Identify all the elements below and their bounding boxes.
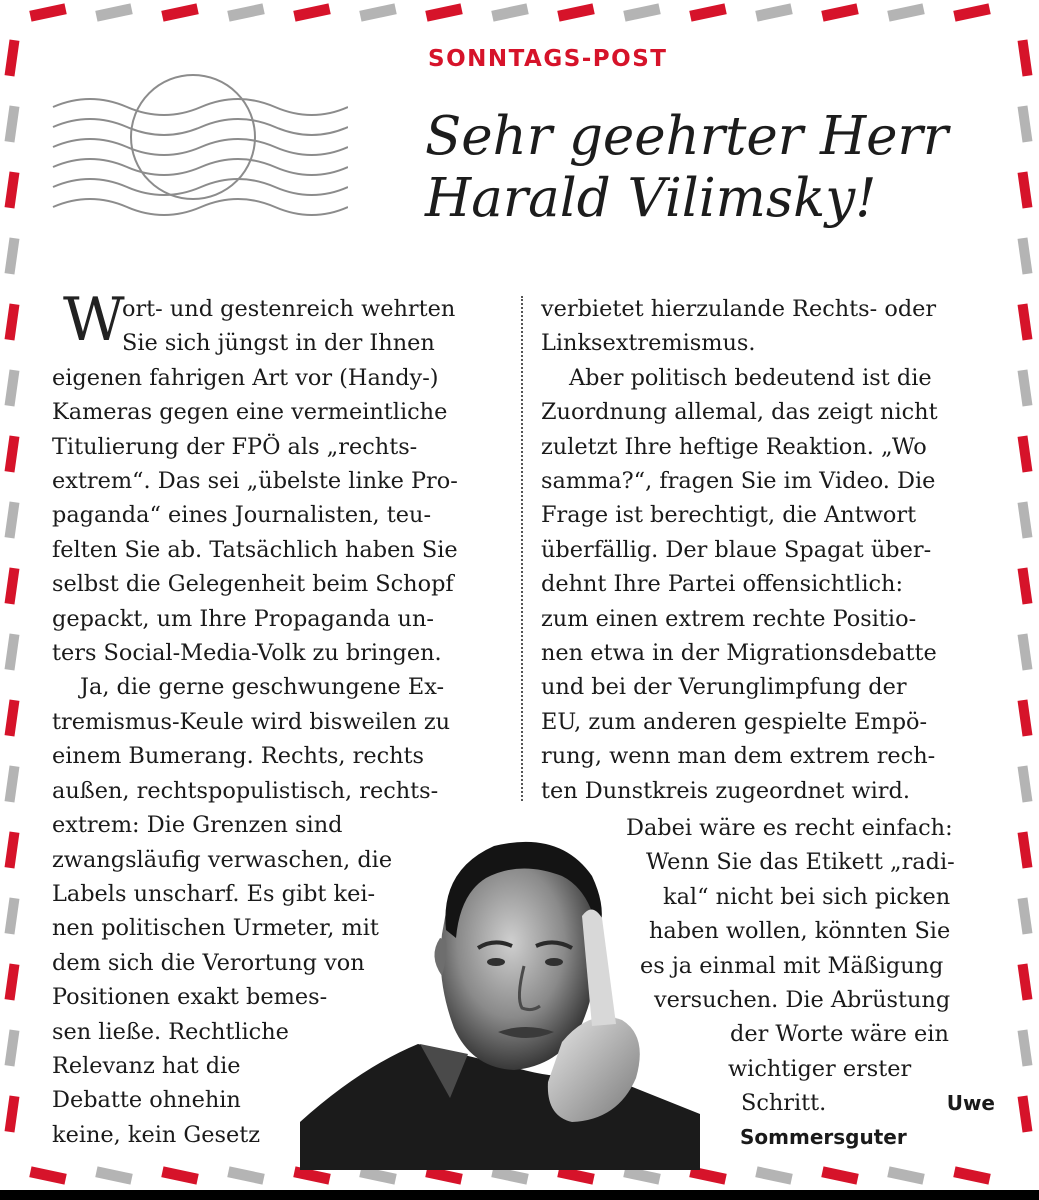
border-stripe	[821, 1166, 859, 1184]
border-stripe	[1018, 303, 1033, 340]
border-stripe	[95, 3, 133, 21]
author-byline	[740, 1086, 995, 1154]
border-stripe	[227, 1166, 265, 1184]
text-line: wichtiger erster	[728, 1055, 912, 1082]
text-line: samma?“, fragen Sie im Video. Die	[541, 468, 936, 495]
border-stripe	[425, 3, 463, 21]
text-line: verbietet hierzulande Rechts- oder	[541, 296, 937, 322]
text-line: nen etwa in der Migrationsdebatte	[541, 640, 937, 667]
text-line: Schritt.	[741, 1090, 827, 1117]
text-line: dem sich die Verortung von	[52, 949, 365, 976]
border-stripe	[1018, 501, 1033, 538]
border-stripe	[5, 633, 20, 670]
border-stripe	[755, 1166, 793, 1184]
text-line: Frage ist berechtigt, die Antwort	[541, 502, 917, 529]
text-line: paganda“ eines Journalisten, teu-	[52, 502, 432, 529]
headline-line: Harald Vilimsky!	[425, 168, 877, 229]
border-stripe	[887, 3, 925, 21]
right-column	[541, 292, 991, 808]
closing-paragraph	[560, 811, 1000, 1121]
text-line: Positionen exakt bemes-	[52, 984, 328, 1011]
border-stripe	[953, 3, 991, 21]
text-line: felten Sie ab. Tatsächlich haben Sie	[52, 536, 458, 563]
border-stripe	[1018, 567, 1033, 604]
text-line: Debatte ohnehin	[52, 1087, 241, 1114]
border-stripe	[1018, 897, 1033, 934]
border-stripe	[5, 765, 20, 802]
border-stripe	[5, 699, 20, 736]
text-line: ort- und gestenreich wehrten	[122, 296, 456, 322]
text-line: Labels unscharf. Es gibt kei-	[52, 880, 376, 907]
text-line: Sie sich jüngst in der Ihnen	[122, 330, 435, 357]
border-stripe	[557, 3, 595, 21]
border-stripe	[491, 3, 529, 21]
drop-cap: W	[63, 285, 125, 355]
border-stripe	[821, 3, 859, 21]
border-stripe	[293, 3, 331, 21]
border-stripe	[1018, 237, 1033, 274]
text-line: nen politischen Urmeter, mit	[52, 915, 379, 942]
text-line: zwangsläufig verwaschen, die	[52, 846, 393, 873]
text-line: eigenen fahrigen Art vor (Handy-)	[52, 364, 439, 391]
border-stripe	[1018, 369, 1033, 406]
text-line: haben wollen, könnten Sie	[649, 918, 951, 945]
border-stripe	[1018, 435, 1033, 472]
text-line: EU, zum anderen gespielte Empö-	[541, 708, 928, 735]
text-line: und bei der Verunglimpfung der	[541, 674, 907, 701]
text-line: extrem: Die Grenzen sind	[52, 812, 343, 839]
text-line: einem Bumerang. Rechts, rechts	[52, 743, 425, 770]
border-stripe	[161, 3, 199, 21]
border-stripe	[1018, 765, 1033, 802]
border-stripe	[1018, 39, 1033, 76]
text-line: gepackt, um Ihre Propaganda un-	[52, 605, 434, 632]
postmark-icon	[48, 55, 348, 235]
border-stripe	[95, 1166, 133, 1184]
section-label: SONNTAGS-POST	[428, 46, 668, 72]
text-line: selbst die Gelegenheit beim Schopf	[52, 571, 454, 598]
text-line: keine, kein Gesetz	[52, 1121, 261, 1148]
text-line: sen ließe. Rechtliche	[52, 1018, 289, 1045]
text-line: versuchen. Die Abrüstung	[654, 987, 951, 1014]
border-stripe	[5, 237, 20, 274]
headline-line: Sehr geehrter Herr	[425, 106, 949, 167]
border-stripe	[5, 171, 20, 208]
text-line: Wenn Sie das Etikett „radi-	[646, 849, 955, 876]
border-stripe	[1018, 105, 1033, 142]
border-stripe	[29, 1166, 67, 1184]
border-stripe	[953, 1166, 991, 1184]
border-stripe	[5, 963, 20, 1000]
border-stripe	[887, 1166, 925, 1184]
text-line: rung, wenn man dem extrem rech-	[541, 743, 936, 770]
border-stripe	[5, 303, 20, 340]
bottom-rule	[0, 1190, 1039, 1200]
border-stripe	[5, 501, 20, 538]
border-stripe	[227, 3, 265, 21]
border-stripe	[5, 1095, 20, 1132]
text-line: Titulierung der FPÖ als „rechts-	[52, 433, 418, 460]
text-line: ters Social-Media-Volk zu bringen.	[52, 640, 442, 667]
text-line: überfällig. Der blaue Spagat über-	[541, 536, 932, 563]
text-line: tremismus-Keule wird bisweilen zu	[52, 708, 451, 735]
border-stripe	[1018, 699, 1033, 736]
border-stripe	[1018, 1095, 1033, 1132]
text-line: der Worte wäre ein	[730, 1021, 949, 1048]
border-stripe	[1018, 831, 1033, 868]
text-line: Aber politisch bedeutend ist die	[569, 364, 932, 391]
border-stripe	[161, 1166, 199, 1184]
text-line: zum einen extrem rechte Positio-	[541, 605, 917, 632]
border-stripe	[359, 3, 397, 21]
text-line: außen, rechtspopulistisch, rechts-	[52, 777, 439, 804]
border-stripe	[5, 105, 20, 142]
text-line: es ja einmal mit Mäßigung	[640, 952, 944, 979]
border-stripe	[623, 3, 661, 21]
border-stripe	[755, 3, 793, 21]
border-stripe	[1018, 171, 1033, 208]
column-divider	[521, 296, 523, 801]
text-line: ten Dunstkreis zugeordnet wird.	[541, 777, 910, 804]
border-stripe	[5, 435, 20, 472]
text-line: Zuordnung allemal, das zeigt nicht	[541, 399, 938, 426]
border-stripe	[5, 897, 20, 934]
text-line: Relevanz hat die	[52, 1052, 241, 1079]
border-stripe	[689, 3, 727, 21]
border-stripe	[1018, 633, 1033, 670]
headline	[425, 106, 948, 230]
text-line: Ja, die gerne geschwungene Ex-	[80, 674, 445, 701]
border-stripe	[5, 1029, 20, 1066]
text-line: dehnt Ihre Partei offensichtlich:	[541, 571, 904, 598]
border-stripe	[1018, 963, 1033, 1000]
border-stripe	[29, 3, 67, 21]
text-line: Linksextremismus.	[541, 330, 756, 357]
text-line: extrem“. Das sei „übelste linke Pro-	[52, 468, 458, 495]
border-stripe	[5, 567, 20, 604]
author-last-name: Sommersguter	[740, 1125, 907, 1149]
text-line: kal“ nicht bei sich picken	[663, 883, 951, 910]
border-stripe	[5, 831, 20, 868]
author-first-name: Uwe	[946, 1091, 995, 1115]
text-line: Dabei wäre es recht einfach:	[626, 815, 953, 841]
border-stripe	[1018, 1029, 1033, 1066]
border-stripe	[5, 39, 20, 76]
text-line: zuletzt Ihre heftige Reaktion. „Wo	[541, 433, 927, 460]
text-line: Kameras gegen eine vermeintliche	[52, 399, 448, 426]
border-stripe	[5, 369, 20, 406]
